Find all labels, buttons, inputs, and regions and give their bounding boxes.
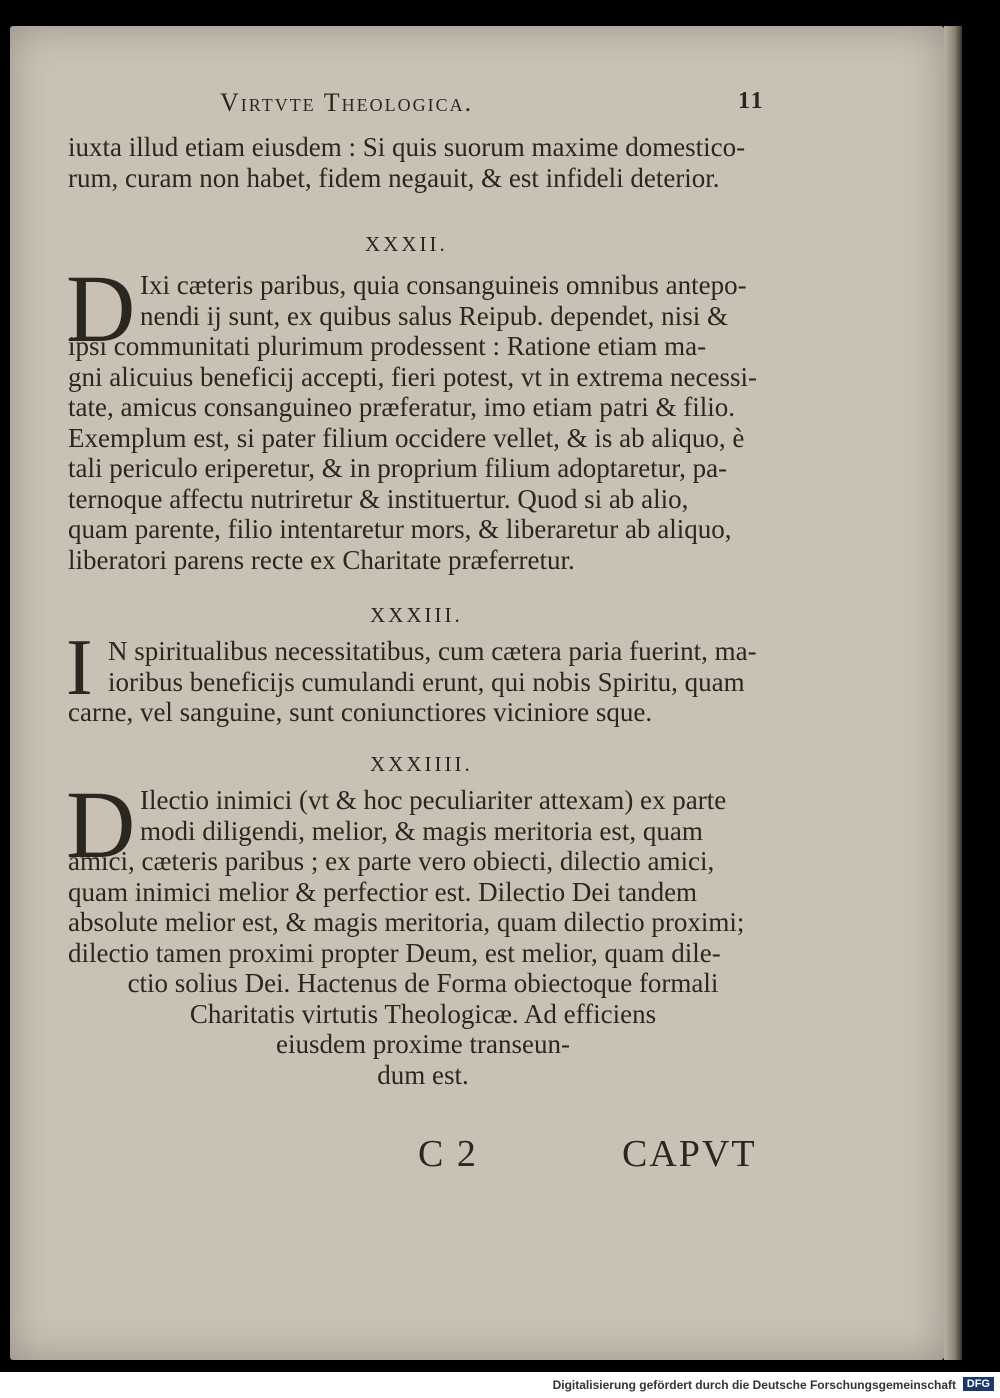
- text-line: quam parente, filio intentaretur mors, & liberaretur ab aliquo,: [68, 514, 732, 544]
- scan-credit-text: Digitalisierung gefördert durch die Deutsche Forschungsgemeinschaft: [552, 1378, 956, 1392]
- signature-mark: C 2: [418, 1133, 478, 1175]
- tapered-line: eiusdem proxime transeun-: [276, 1029, 570, 1059]
- page-number: 11: [738, 88, 765, 114]
- text-line: gni alicuius beneficij accepti, fieri potest, vt in extrema necessi-: [68, 361, 757, 392]
- text-line: quam inimici melior & perfectior est. Dilectio Dei tandem: [68, 876, 698, 907]
- text-line: Exemplum est, si pater filium occidere vellet, & is ab aliquo, è: [68, 422, 745, 453]
- text-line: carne, vel sanguine, sunt coniunctiores viciniore sque.: [68, 697, 653, 727]
- drop-cap: D: [66, 255, 136, 362]
- drop-cap: I: [66, 624, 93, 712]
- text-line: Ixi cæteris paribus, quia consanguineis omnibus antepo-: [140, 270, 747, 300]
- text-line: N spiritualibus necessitatibus, cum cætera paria fuerint, ma-: [108, 636, 757, 666]
- text-line: modi diligendi, melior, & magis meritoria est, quam: [140, 815, 703, 846]
- text-line: Ilectio inimici (vt & hoc peculiariter attexam) ex parte: [140, 785, 727, 815]
- text-line: liberatori parens recte ex Charitate præferretur.: [68, 544, 575, 575]
- text-line: absolute melior est, & magis meritoria, quam dilectio proximi;: [68, 907, 745, 937]
- text-line: iuxta illud etiam eiusdem : Si quis suorum maxime domestico-: [68, 132, 746, 162]
- tapered-line: Charitatis virtutis Theologicæ. Ad efficiens: [189, 998, 657, 1029]
- section-number: XXXII.: [365, 232, 448, 256]
- text-line: dilectio tamen proximi propter Deum, est melior, quam dile-: [68, 937, 721, 968]
- section-paragraph: [68, 270, 778, 575]
- dfg-logo: DFG: [963, 1377, 994, 1391]
- scan-credit-bar: [0, 1372, 1000, 1398]
- text-line: nendi ij sunt, ex quibus salus Reipub. dependet, nisi &: [140, 300, 728, 331]
- section-number: XXXIII.: [370, 603, 463, 627]
- text-line: rum, curam non habet, fidem negauit, & est infideli deterior.: [68, 162, 720, 193]
- drop-cap: D: [66, 771, 136, 878]
- catchword: CAPVT: [622, 1133, 757, 1175]
- section-number: XXXIIII.: [370, 752, 473, 776]
- tapered-line: ctio solius Dei. Hactenus de Forma obiectoque formali: [127, 968, 719, 998]
- text-line: ipsi communitati plurimum prodessent : Ratione etiam ma-: [68, 331, 707, 361]
- tapered-line: dum est.: [377, 1059, 469, 1090]
- page-edge: [944, 26, 962, 1360]
- text-line: tali periculo eriperetur, & in proprium filium adoptaretur, pa-: [68, 453, 728, 483]
- text-line: ternoque affectu nutriretur & instituertur. Quod si ab alio,: [68, 483, 689, 514]
- text-line: tate, amicus consanguineo præferatur, imo etiam patri & filio.: [68, 392, 735, 422]
- intro-paragraph: [68, 132, 778, 193]
- text-line: amici, cæteris paribus ; ex parte vero obiecti, dilectio amici,: [68, 846, 715, 876]
- header-title: Virtvte Theologica.: [220, 88, 474, 117]
- section-paragraph: [68, 636, 778, 728]
- section-paragraph: [68, 785, 778, 1090]
- text-line: ioribus beneficijs cumulandi erunt, qui nobis Spiritu, quam: [108, 666, 745, 697]
